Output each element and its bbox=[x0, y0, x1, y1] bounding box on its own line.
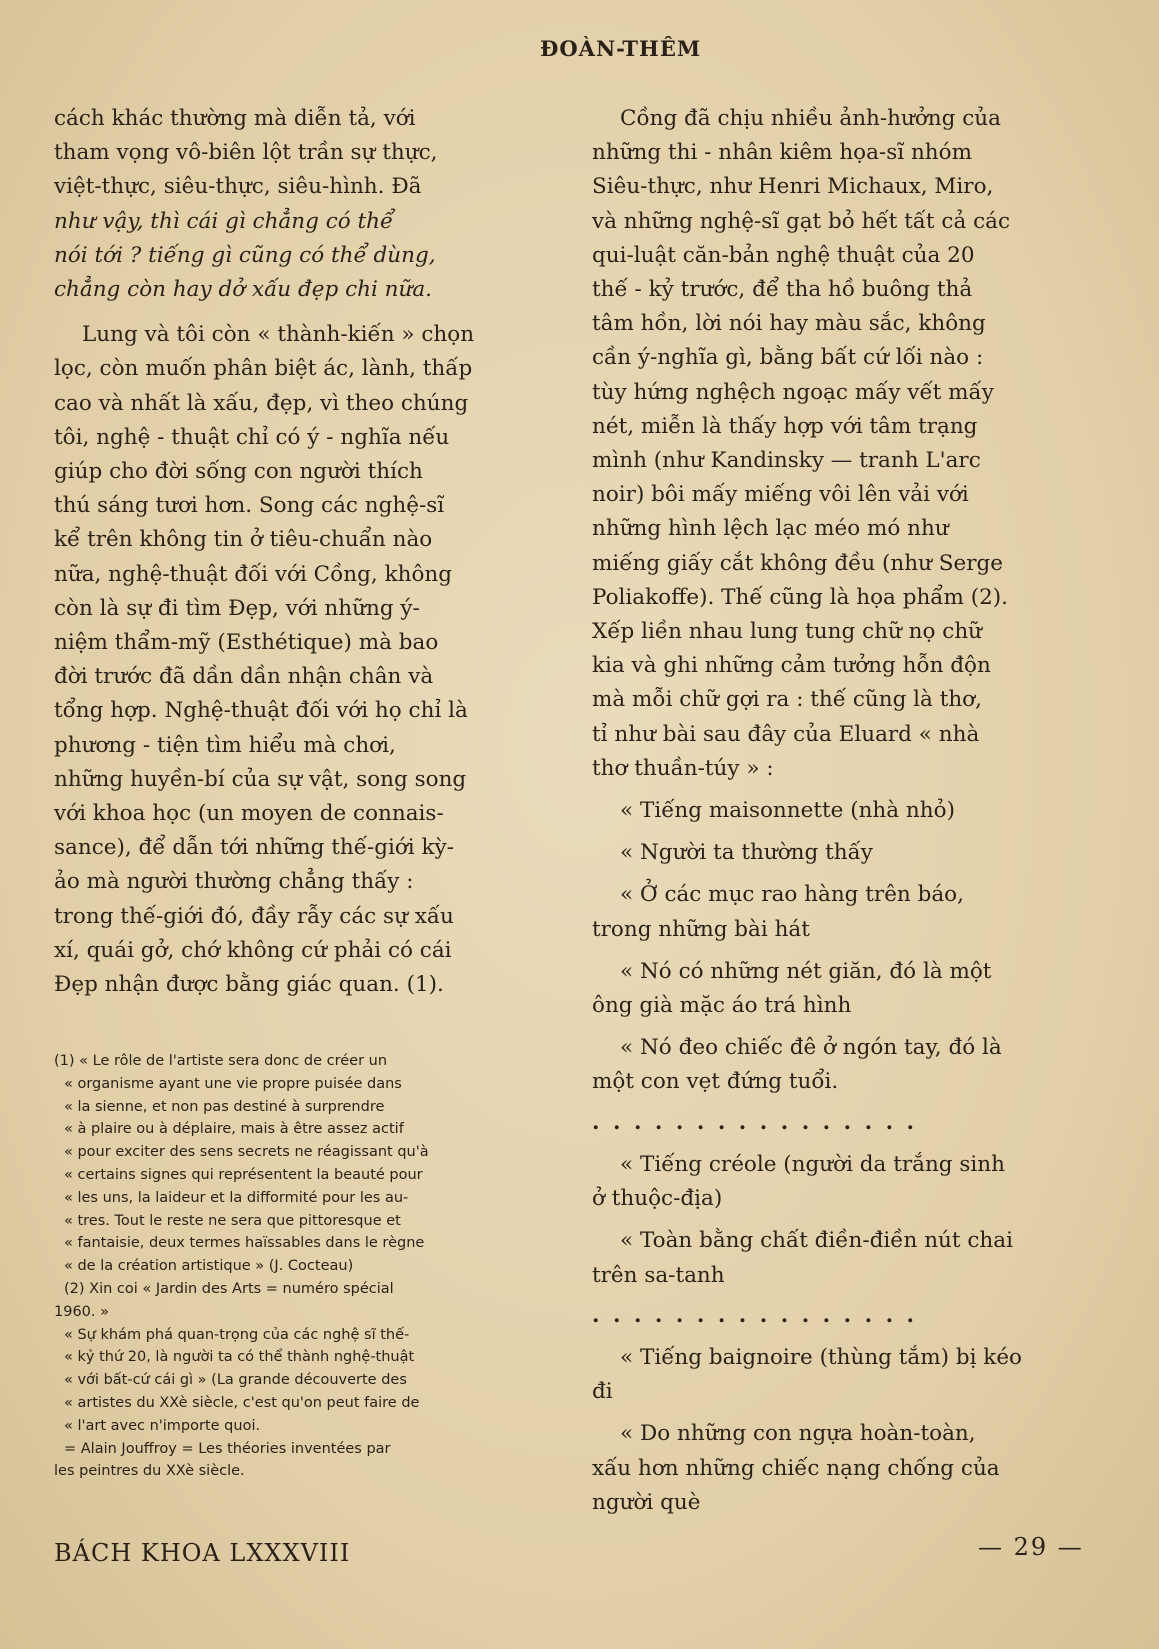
text-line: xí, quái gở, chớ không cứ phải có cái bbox=[54, 937, 452, 963]
poem-stanza bbox=[592, 1031, 1100, 1099]
footnote-line: « l'art avec n'importe quoi. bbox=[64, 1417, 261, 1434]
text-line: niệm thẩm-mỹ (Esthétique) mà bao bbox=[54, 630, 439, 656]
text-line: nói tới ? tiếng gì cũng có thể dùng, bbox=[54, 242, 436, 268]
poem-line: « Tiếng baignoire (thùng tắm) bị kéo bbox=[620, 1344, 1023, 1370]
text-line: ảo mà người thường chẳng thấy : bbox=[54, 869, 414, 895]
poem-line: « Nó đeo chiếc đê ở ngón tay, đó là bbox=[620, 1035, 1002, 1061]
footnote-line: « với bất-cứ cái gì » (La grande découverte des bbox=[64, 1372, 407, 1389]
text-line: Cồng đã chịu nhiều ảnh-hưởng của bbox=[620, 106, 1001, 131]
poem-stanza bbox=[592, 1417, 1100, 1520]
poem-line: một con vẹt đứng tuổi. bbox=[592, 1069, 839, 1095]
text-line: chẳng còn hay dở xấu đẹp chi nữa. bbox=[54, 277, 433, 303]
text-line: thế - kỷ trước, để tha hồ buông thả bbox=[592, 277, 973, 303]
left-column bbox=[54, 102, 560, 1002]
poem-stanza bbox=[592, 1148, 1100, 1216]
footnote-line: les peintres du XXè siècle. bbox=[54, 1463, 245, 1480]
text-line: mà mỗi chữ gợi ra : thế cũng là thơ, bbox=[592, 687, 982, 713]
footnote-line: « artistes du XXè siècle, c'est qu'on peut faire de bbox=[64, 1394, 420, 1411]
poem-line: « Tiếng créole (người da trắng sinh bbox=[620, 1151, 1005, 1177]
poem-line: « Nó có những nét giăn, đó là một bbox=[620, 958, 992, 984]
text-line: việt-thực, siêu-thực, siêu-hình. Đã bbox=[54, 174, 422, 200]
poem-stanza bbox=[592, 1224, 1100, 1292]
poem-line: « Toàn bằng chất điền-điền nút chai bbox=[620, 1228, 1013, 1254]
text-line: tham vọng vô-biên lột trần sự thực, bbox=[54, 140, 438, 166]
text-line: những hình lệch lạc méo mó như bbox=[592, 516, 949, 542]
text-line: trong thế-giới đó, đầy rẫy các sự xấu bbox=[54, 903, 454, 929]
text-line: giúp cho đời sống con người thích bbox=[54, 459, 423, 485]
poem-stanza bbox=[592, 1341, 1100, 1409]
text-line: như vậy, thì cái gì chẳng có thể bbox=[54, 208, 394, 234]
footnote-line: « pour exciter des sens secrets ne réagissant qu'à bbox=[64, 1144, 429, 1161]
text-line: thơ thuần-túy » : bbox=[592, 755, 774, 781]
text-line: Poliakoffe). Thế cũng là họa phẩm (2). bbox=[592, 584, 1008, 610]
ellipsis-separator: . . . . . . . . . . . . . . . . bbox=[592, 1302, 918, 1328]
text-line: phương - tiện tìm hiểu mà chơi, bbox=[54, 732, 396, 758]
text-line: kia và ghi những cảm tưởng hỗn độn bbox=[592, 653, 991, 679]
poem-line: « Do những con ngựa hoàn-toàn, bbox=[620, 1421, 976, 1447]
text-line: qui-luật căn-bản nghệ thuật của 20 bbox=[592, 242, 975, 268]
footnotes bbox=[54, 1050, 560, 1483]
poem-line: « Ở các mục rao hàng trên báo, bbox=[620, 882, 964, 908]
footnote-line: « les uns, la laideur et la difformité pour les au- bbox=[64, 1189, 409, 1206]
text-line: nét, miễn là thấy hợp với tâm trạng bbox=[592, 413, 978, 439]
poem bbox=[592, 794, 1100, 1520]
footnote-line: (2) Xin coi « Jardin des Arts = numéro spécial bbox=[64, 1280, 394, 1297]
poem-line: trên sa-tanh bbox=[592, 1262, 725, 1288]
text-line: Lung và tôi còn « thành-kiến » chọn bbox=[82, 322, 475, 348]
text-line: thú sáng tươi hơn. Song các nghệ-sĩ bbox=[54, 493, 445, 519]
text-line: cách khác thường mà diễn tả, với bbox=[54, 106, 416, 131]
paragraph-3 bbox=[592, 102, 1100, 786]
text-line: miếng giấy cắt không đều (như Serge bbox=[592, 550, 1003, 576]
page-number: — 29 — bbox=[978, 1533, 1084, 1561]
ellipsis-separator: . . . . . . . . . . . . . . . . bbox=[592, 1109, 918, 1135]
poem-line: ông già mặc áo trá hình bbox=[592, 993, 852, 1019]
text-line: những huyền-bí của sự vật, song song bbox=[54, 766, 467, 792]
text-line: với khoa học (un moyen de connais- bbox=[54, 801, 444, 827]
poem-stanza bbox=[592, 878, 1100, 946]
text-line: noir) bôi mấy miếng vôi lên vải với bbox=[592, 482, 969, 508]
text-line: Xếp liền nhau lung tung chữ nọ chữ bbox=[592, 619, 983, 645]
text-line: đời trước đã dần dần nhận chân và bbox=[54, 664, 434, 690]
text-line: kể trên không tin ở tiêu-chuẩn nào bbox=[54, 527, 433, 553]
poem-line: « Tiếng maisonnette (nhà nhỏ) bbox=[620, 798, 955, 824]
text-line: tâm hồn, lời nói hay màu sắc, không bbox=[592, 311, 986, 337]
footnote-line: « la sienne, et non pas destiné à surprendre bbox=[64, 1098, 385, 1115]
poem-line: ở thuộc-địa) bbox=[592, 1186, 723, 1212]
text-line: tùy hứng nghệch ngoạc mấy vết mấy bbox=[592, 379, 994, 405]
footnote-line: « Sự khám phá quan-trọng của các nghệ sĩ thế- bbox=[64, 1326, 410, 1343]
text-line: cao và nhất là xấu, đẹp, vì theo chúng bbox=[54, 390, 469, 416]
footnote-line: « certains signes qui représentent la beauté pour bbox=[64, 1166, 423, 1183]
poem-line: người què bbox=[592, 1489, 701, 1515]
poem-line: xấu hơn những chiếc nạng chống của bbox=[592, 1455, 1000, 1481]
poem-line: « Người ta thường thấy bbox=[620, 840, 873, 866]
text-line: tỉ như bài sau đây của Eluard « nhà bbox=[592, 721, 980, 747]
footnote-line: « de la création artistique » (J. Cocteau) bbox=[64, 1258, 354, 1275]
text-line: Đẹp nhận được bằng giác quan. (1). bbox=[54, 972, 444, 998]
poem-stanza bbox=[592, 955, 1100, 1023]
text-line: cần ý-nghĩa gì, bằng bất cứ lối nào : bbox=[592, 345, 984, 371]
footnote-line: 1960. » bbox=[54, 1303, 109, 1320]
text-line: những thi - nhân kiêm họa-sĩ nhóm bbox=[592, 140, 972, 166]
poem-line: trong những bài hát bbox=[592, 916, 810, 942]
paragraph-1 bbox=[54, 102, 560, 307]
paragraph-2 bbox=[54, 318, 560, 1002]
text-line: nữa, nghệ-thuật đối với Cồng, không bbox=[54, 561, 452, 587]
footnote-line: « à plaire ou à déplaire, mais à être assez actif bbox=[64, 1121, 404, 1138]
footnote-line: « organisme ayant une vie propre puisée dans bbox=[64, 1075, 402, 1092]
magazine-issue: BÁCH KHOA LXXXVIII bbox=[54, 1539, 351, 1567]
footnote-line: = Alain Jouffroy = Les théories inventées par bbox=[64, 1440, 391, 1457]
footnote-line: « fantaisie, deux termes haïssables dans le règne bbox=[64, 1235, 425, 1252]
text-line: tổng hợp. Nghệ-thuật đối với họ chỉ là bbox=[54, 698, 468, 724]
footnote-line: (1) « Le rôle de l'artiste sera donc de créer un bbox=[54, 1053, 388, 1069]
text-line: còn là sự đi tìm Đẹp, với những ý- bbox=[54, 595, 420, 621]
footnote-line: « kỷ thứ 20, là người ta có thể thành nghệ-thuật bbox=[64, 1349, 415, 1366]
text-line: sance), để dẫn tới những thế-giới kỳ- bbox=[54, 835, 454, 861]
poem-line: đi bbox=[592, 1379, 613, 1405]
text-line: tôi, nghệ - thuật chỉ có ý - nghĩa nếu bbox=[54, 424, 450, 450]
right-column bbox=[592, 102, 1100, 1520]
text-line: mình (như Kandinsky — tranh L'arc bbox=[592, 448, 981, 474]
text-line: Siêu-thực, như Henri Michaux, Miro, bbox=[592, 174, 994, 200]
footnote-line: « tres. Tout le reste ne sera que pittoresque et bbox=[64, 1212, 401, 1229]
text-line: và những nghệ-sĩ gạt bỏ hết tất cả các bbox=[592, 208, 1011, 234]
text-line: lọc, còn muốn phân biệt ác, lành, thấp bbox=[54, 356, 473, 382]
running-header: ĐOÀN-THÊM bbox=[540, 36, 702, 61]
